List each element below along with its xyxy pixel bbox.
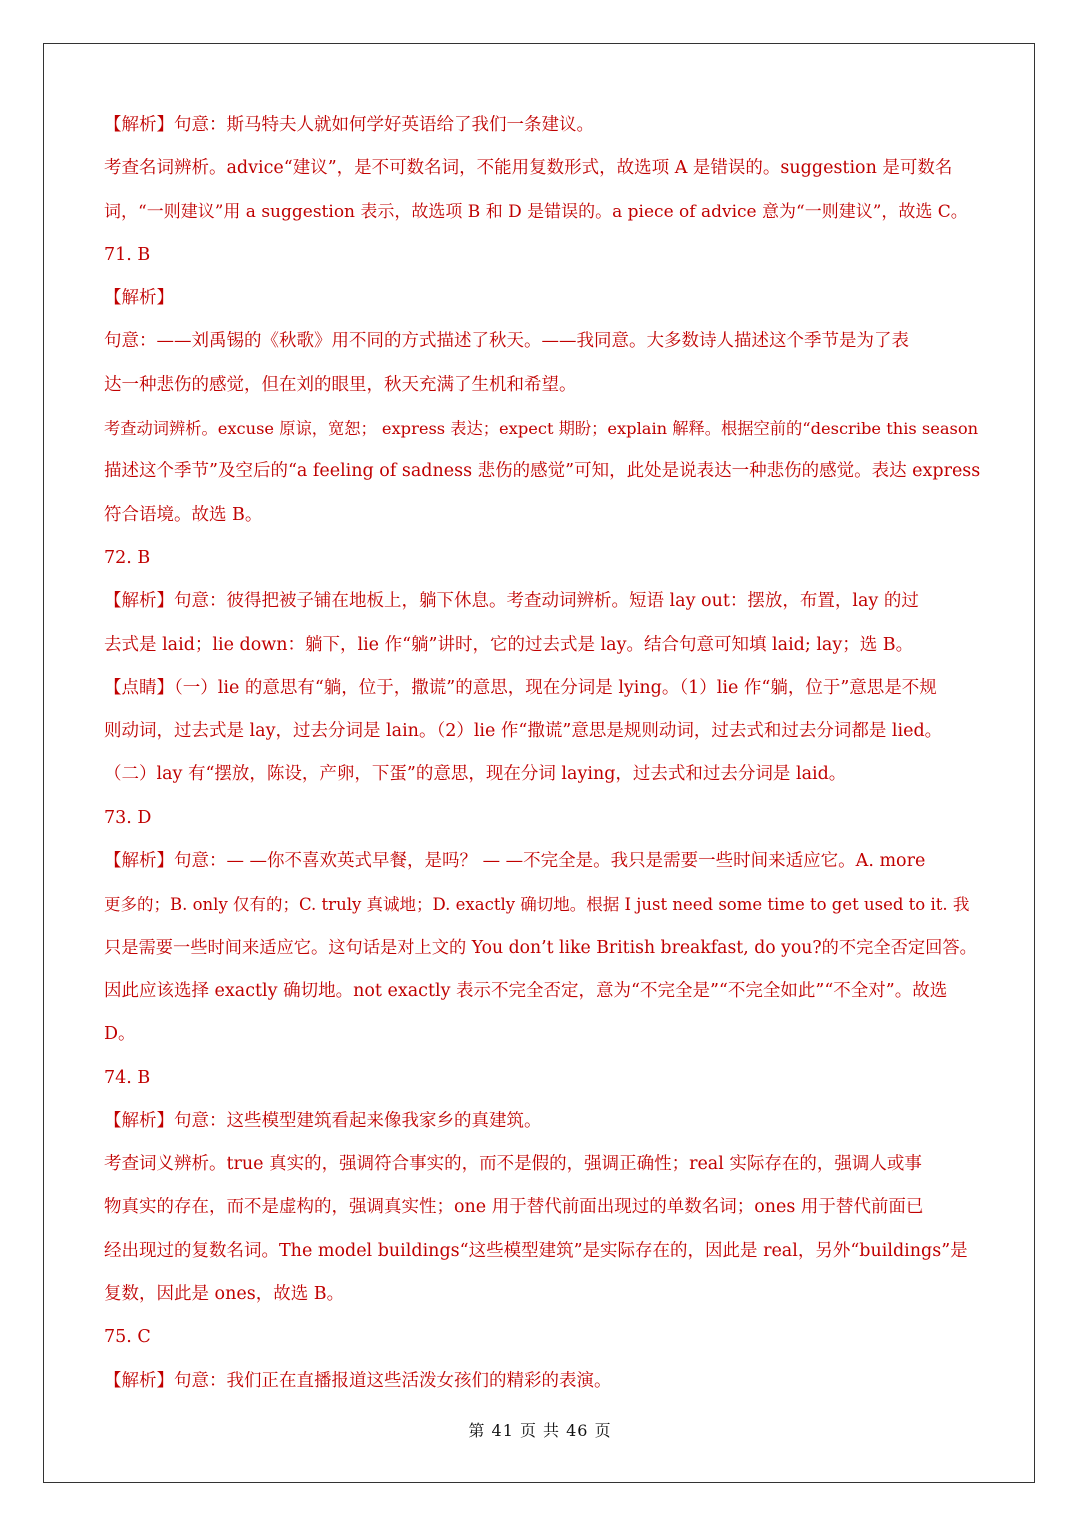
body-line: 考查名词辨析。advice“建议”，是不可数名词，不能用复数形式，故选项 A 是错误的。suggestion 是可数名 [104, 158, 953, 179]
document-body [104, 104, 980, 1403]
body-line: 复数，因此是 ones，故选 B。 [104, 1284, 345, 1305]
body-line: 【解析】句意：— —你不喜欢英式早餐，是吗？ — —不完全是。我只是需要一些时间来适应它。A. more [104, 851, 926, 872]
body-line: 经出现过的复数名词。The model buildings“这些模型建筑”是实际存在的，因此是 real，另外“buildings”是 [104, 1240, 968, 1261]
body-line: 只是需要一些时间来适应它。这句话是对上文的 You don’t like British breakfast, do you?的不完全否定回答。 [104, 937, 977, 958]
answer-number-71: 71. B [104, 244, 151, 265]
body-line: 描述这个季节”及空后的“a feeling of sadness 悲伤的感觉”可知，此处是说表达一种悲伤的感觉。表达 express [104, 461, 981, 482]
answer-number-73: 73. D [104, 807, 152, 828]
body-line: 符合语境。故选 B。 [104, 504, 263, 525]
body-line: 【点睛】（一）lie 的意思有“躺，位于，撒谎”的意思，现在分词是 lying。（1）lie 作“躺，位于”意思是不规 [104, 677, 937, 698]
answer-number-75: 75. C [104, 1327, 151, 1348]
body-line: （二）lay 有“摆放，陈设，产卵，下蛋”的意思，现在分词 laying，过去式和过去分词是 laid。 [104, 764, 847, 785]
body-line: 因此应该选择 exactly 确切地。not exactly 表示不完全否定，意为“不完全是”“不完全如此”“不全对”。故选 [104, 980, 948, 1001]
body-line: 词，“一则建议”用 a suggestion 表示，故选项 B 和 D 是错误的。a piece of advice 意为“一则建议”，故选 C。 [104, 201, 968, 222]
body-line: 考查词义辨析。true 真实的，强调符合事实的，而不是假的，强调正确性；real 实际存在的，强调人或事 [104, 1154, 922, 1175]
body-line: D。 [104, 1024, 136, 1045]
body-line: 去式是 laid；lie down：躺下，lie 作“躺”讲时，它的过去式是 lay。结合句意可知填 laid; lay；选 B。 [104, 634, 914, 655]
answer-number-74: 74. B [104, 1067, 151, 1088]
body-line: 【解析】句意：我们正在直播报道这些活泼女孩们的精彩的表演。 [104, 1370, 612, 1391]
answer-number-72: 72. B [104, 547, 151, 568]
body-line: 达一种悲伤的感觉，但在刘的眼里，秋天充满了生机和希望。 [104, 374, 577, 395]
page-footer: 第 41 页 共 46 页 [468, 1421, 612, 1440]
body-line: 【解析】 [104, 288, 174, 309]
body-line: 【解析】句意：斯马特夫人就如何学好英语给了我们一条建议。 [104, 115, 594, 135]
body-line: 考查动词辨析。excuse 原谅，宽恕； express 表达；expect 期盼；explain 解释。根据空前的“describe this season [104, 419, 979, 439]
body-line: 【解析】句意：彼得把被子铺在地板上，躺下休息。考查动词辨析。短语 lay out：摆放，布置，lay 的过 [104, 591, 919, 612]
body-line: 句意：——刘禹锡的《秋歌》用不同的方式描述了秋天。——我同意。大多数诗人描述这个季节是为了表 [104, 331, 909, 352]
body-line: 物真实的存在，而不是虚构的，强调真实性；one 用于替代前面出现过的单数名词；ones 用于替代前面已 [104, 1197, 924, 1218]
body-line: 更多的；B. only 仅有的；C. truly 真诚地；D. exactly 确切地。根据 I just need some time to get used to it. 我 [104, 895, 970, 915]
body-line: 【解析】句意：这些模型建筑看起来像我家乡的真建筑。 [104, 1110, 542, 1131]
body-line: 则动词，过去式是 lay，过去分词是 lain。（2）lie 作“撒谎”意思是规则动词，过去式和过去分词都是 lied。 [104, 721, 943, 742]
